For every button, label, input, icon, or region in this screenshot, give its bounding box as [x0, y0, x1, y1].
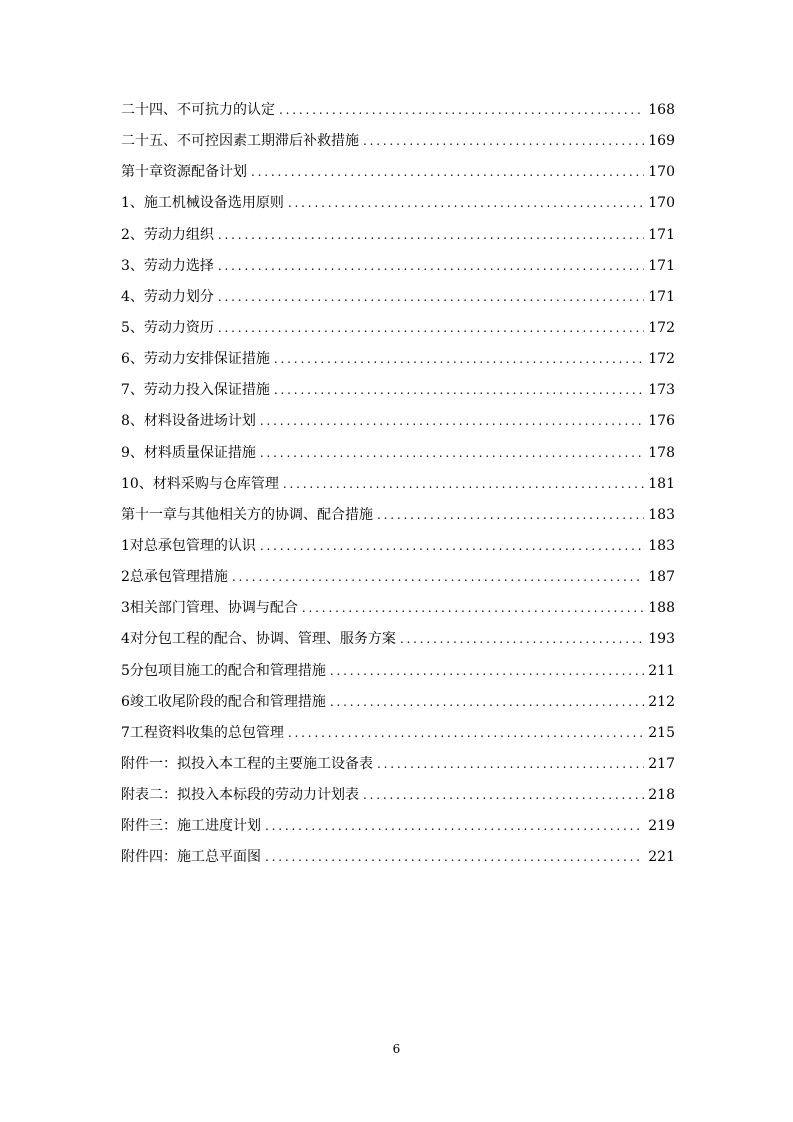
toc-entry-page-number: 221 [648, 849, 675, 866]
toc-entry-page-number: 193 [648, 631, 675, 648]
toc-entry-page-number: 171 [648, 288, 675, 305]
toc-entry-title: 附件三：施工进度计划 [121, 818, 261, 835]
toc-entry-title: 二十五、不可控因素工期滞后补救措施 [121, 133, 359, 150]
toc-entry-page-number: 170 [648, 195, 675, 212]
toc-entry-title: 6、劳动力安排保证措施 [121, 351, 270, 368]
toc-dot-leader [265, 842, 644, 873]
toc-dot-leader [218, 282, 644, 313]
toc-entry-page-number: 218 [648, 787, 675, 804]
toc-entry-title: 5、劳动力资历 [121, 319, 214, 336]
toc-dot-leader [218, 251, 644, 282]
toc-entry-page-number: 187 [648, 569, 675, 586]
toc-entry-title: 第十章资源配备计划 [121, 164, 247, 181]
toc-entry-page-number: 178 [648, 444, 675, 461]
toc-entry[interactable] [121, 282, 675, 313]
toc-dot-leader [260, 531, 644, 562]
toc-entry-title: 第十一章与其他相关方的协调、配合措施 [121, 506, 373, 523]
toc-entry-title: 2、劳动力组织 [121, 226, 214, 243]
toc-entry-title: 3、劳动力选择 [121, 257, 214, 274]
toc-entry[interactable] [121, 95, 675, 126]
toc-entry[interactable] [121, 251, 675, 282]
toc-entry-title: 2总承包管理措施 [121, 569, 228, 586]
toc-entry[interactable] [121, 469, 675, 500]
toc-dot-leader [377, 749, 644, 780]
toc-entry[interactable] [121, 500, 675, 531]
toc-entry[interactable] [121, 531, 675, 562]
toc-entry-title: 二十四、不可抗力的认定 [121, 102, 275, 118]
toc-entry-title: 8、材料设备进场计划 [121, 413, 256, 430]
toc-dot-leader [274, 375, 644, 406]
table-of-contents [121, 95, 675, 874]
toc-entry[interactable] [121, 842, 675, 873]
toc-entry-title: 6竣工收尾阶段的配合和管理措施 [121, 693, 326, 710]
toc-entry-title: 7工程资料收集的总包管理 [121, 724, 284, 741]
toc-dot-leader [274, 344, 644, 375]
toc-dot-leader [279, 95, 644, 126]
toc-dot-leader [265, 811, 644, 842]
toc-entry[interactable] [121, 656, 675, 687]
toc-entry[interactable] [121, 188, 675, 219]
toc-entry-page-number: 181 [648, 475, 675, 492]
toc-entry-title: 附件一：拟投入本工程的主要施工设备表 [121, 755, 373, 772]
toc-dot-leader [363, 126, 644, 157]
toc-dot-leader [288, 188, 644, 219]
toc-entry-title: 7、劳动力投入保证措施 [121, 382, 270, 399]
toc-entry[interactable] [121, 126, 675, 157]
toc-entry-page-number: 183 [648, 506, 675, 523]
toc-entry[interactable] [121, 438, 675, 469]
toc-dot-leader [363, 780, 644, 811]
toc-entry-title: 3相关部门管理、协调与配合 [121, 600, 298, 617]
toc-dot-leader [288, 718, 644, 749]
toc-entry-page-number: 212 [648, 693, 675, 710]
toc-entry[interactable] [121, 811, 675, 842]
toc-entry-title: 1对总承包管理的认识 [121, 537, 256, 554]
toc-dot-leader [330, 656, 644, 687]
toc-entry[interactable] [121, 375, 675, 406]
toc-dot-leader [251, 157, 644, 188]
toc-entry-title: 附表二：拟投入本标段的劳动力计划表 [121, 787, 359, 804]
toc-entry-title: 5分包项目施工的配合和管理措施 [121, 662, 326, 679]
toc-entry-title: 附件四：施工总平面图 [121, 849, 261, 866]
toc-entry[interactable] [121, 749, 675, 780]
toc-entry-page-number: 173 [648, 382, 675, 399]
toc-dot-leader [260, 438, 644, 469]
toc-entry-page-number: 217 [648, 755, 675, 772]
toc-entry-title: 10、材料采购与仓库管理 [121, 475, 279, 492]
toc-entry-page-number: 168 [648, 102, 675, 118]
toc-dot-leader [377, 500, 644, 531]
toc-entry-page-number: 170 [648, 164, 675, 181]
toc-entry[interactable] [121, 344, 675, 375]
toc-dot-leader [218, 220, 644, 251]
toc-entry[interactable] [121, 718, 675, 749]
toc-dot-leader [330, 687, 644, 718]
toc-entry[interactable] [121, 157, 675, 188]
toc-entry-page-number: 188 [648, 600, 675, 617]
toc-entry-page-number: 171 [648, 257, 675, 274]
toc-dot-leader [260, 406, 644, 437]
toc-entry-title: 9、材料质量保证措施 [121, 444, 256, 461]
toc-entry[interactable] [121, 780, 675, 811]
toc-entry[interactable] [121, 562, 675, 593]
toc-entry-page-number: 172 [648, 351, 675, 368]
toc-entry-page-number: 176 [648, 413, 675, 430]
toc-entry[interactable] [121, 220, 675, 251]
toc-entry-page-number: 169 [648, 133, 675, 150]
toc-entry-page-number: 172 [648, 319, 675, 336]
toc-entry-page-number: 211 [648, 662, 675, 679]
toc-dot-leader [302, 593, 644, 624]
toc-entry-title: 4对分包工程的配合、协调、管理、服务方案 [121, 631, 396, 648]
toc-entry-page-number: 219 [648, 818, 675, 835]
toc-entry-title: 4、劳动力划分 [121, 288, 214, 305]
toc-entry-page-number: 171 [648, 226, 675, 243]
toc-entry[interactable] [121, 313, 675, 344]
toc-dot-leader [400, 624, 644, 655]
toc-dot-leader [218, 313, 644, 344]
toc-dot-leader [232, 562, 644, 593]
toc-entry-title: 1、施工机械设备选用原则 [121, 195, 284, 212]
toc-entry-page-number: 183 [648, 537, 675, 554]
toc-entry[interactable] [121, 593, 675, 624]
toc-entry[interactable] [121, 624, 675, 655]
toc-dot-leader [283, 469, 644, 500]
toc-entry[interactable] [121, 406, 675, 437]
toc-entry-page-number: 215 [648, 724, 675, 741]
toc-entry[interactable] [121, 687, 675, 718]
page-number: 6 [392, 1042, 401, 1056]
